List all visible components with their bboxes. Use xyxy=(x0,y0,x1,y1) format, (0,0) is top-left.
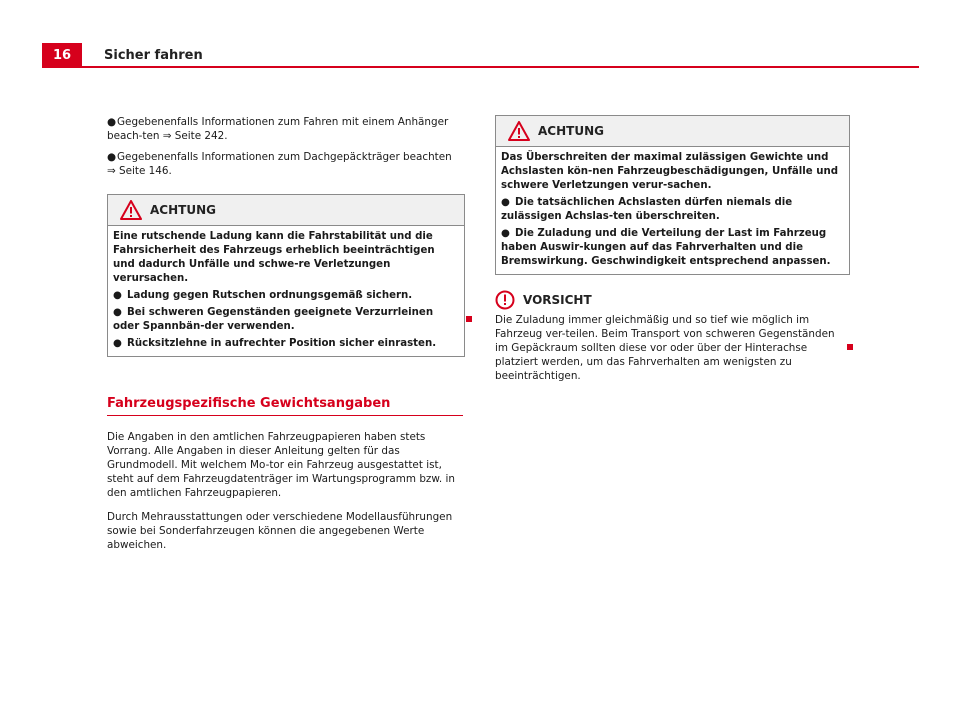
caution-circle-icon xyxy=(495,290,515,310)
warning-triangle-icon xyxy=(120,200,142,220)
list-item-text: Die tatsächlichen Achslasten dürfen niemals die zulässigen Achslas-ten überschreiten. xyxy=(501,197,793,222)
list-item: ● Bei schweren Gegenständen geeignete Verzurrleinen oder Spannbän-der verwenden. xyxy=(113,307,434,332)
achtung-header xyxy=(108,195,464,226)
list-item: ●Gegebenenfalls Informationen zum Dachgepäckträger beachten ⇒ Seite 146. xyxy=(107,151,452,177)
achtung-header xyxy=(496,116,849,147)
vorsicht-text: Die Zuladung immer gleichmäßig und so tief wie möglich im Fahrzeug ver-teilen. Beim Transport von schweren Gegenständen im Gepäckraum sollten diese vor oder über der Hinterachse platziert werden, um das Fahrverhalten am wenigsten zu beeinträchtigen. xyxy=(495,314,835,382)
warning-triangle-icon xyxy=(508,121,530,141)
achtung-intro: Das Überschreiten der maximal zulässigen Gewichte und Achslasten kön-nen Fahrzeugbeschädigungen, Unfälle und schwere Verletzungen verur-sachen. xyxy=(501,152,839,191)
achtung-body xyxy=(108,226,464,356)
section-title: Fahrzeugspezifische Gewichtsangaben xyxy=(107,396,391,411)
achtung-intro: Eine rutschende Ladung kann die Fahrstabilität und die Fahrsicherheit des Fahrzeugs erheblich beeinträchtigen und dadurch Unfälle und schwe-re Verletzungen verursachen. xyxy=(113,231,435,284)
vorsicht-header xyxy=(495,289,848,311)
achtung-box xyxy=(495,115,850,275)
end-marker xyxy=(466,316,472,322)
list-item-text: Ladung gegen Rutschen ordnungsgemäß sichern. xyxy=(127,290,413,301)
achtung-title: ACHTUNG xyxy=(538,124,604,138)
list-item: ● Die tatsächlichen Achslasten dürfen niemals die zulässigen Achslas-ten überschreiten. xyxy=(501,197,793,222)
vorsicht-title: VORSICHT xyxy=(523,293,592,307)
list-item-text: Rücksitzlehne in aufrechter Position sicher einrasten. xyxy=(127,338,437,349)
list-item-text: Gegebenenfalls Informationen zum Fahren mit einem Anhänger beach-ten ⇒ Seite 242. xyxy=(107,116,449,142)
end-marker xyxy=(847,344,853,350)
list-item: ● Ladung gegen Rutschen ordnungsgemäß sichern. xyxy=(113,290,413,301)
list-item: ● Die Zuladung und die Verteilung der Last im Fahrzeug haben Auswir-kungen auf das Fahrverhalten und die Bremswirkung. Geschwindigkeit entsprechend anpassen. xyxy=(501,228,831,267)
header-rule xyxy=(42,66,919,68)
left-column xyxy=(107,115,463,562)
paragraph: Durch Mehrausstattungen oder verschiedene Modellausführungen sowie bei Sonderfahrzeugen können die angegebenen Werte abweichen. xyxy=(107,511,453,551)
list-item: ●Gegebenenfalls Informationen zum Fahren mit einem Anhänger beach-ten ⇒ Seite 242. xyxy=(107,116,449,142)
right-column xyxy=(495,115,848,393)
achtung-title: ACHTUNG xyxy=(150,203,216,217)
page-title: Sicher fahren xyxy=(104,48,203,63)
achtung-box xyxy=(107,194,465,357)
list-item-text: Die Zuladung und die Verteilung der Last im Fahrzeug haben Auswir-kungen auf das Fahrverhalten und die Bremswirkung. Geschwindigkeit entsprechend anpassen. xyxy=(501,228,831,267)
paragraph: Die Angaben in den amtlichen Fahrzeugpapieren haben stets Vorrang. Alle Angaben in dieser Anleitung gelten für das Grundmodell. Mit welchem Mo-tor ein Fahrzeug ausgestattet ist, steht auf dem Fahrzeugdatenträger im Wartungsprogramm bzw. in den amtlichen Fahrzeugpapieren. xyxy=(107,431,455,499)
list-item-text: Gegebenenfalls Informationen zum Dachgepäckträger beachten ⇒ Seite 146. xyxy=(107,151,452,177)
achtung-body xyxy=(496,147,849,274)
list-item: ● Rücksitzlehne in aufrechter Position sicher einrasten. xyxy=(113,338,437,349)
list-item-text: Bei schweren Gegenständen geeignete Verzurrleinen oder Spannbän-der verwenden. xyxy=(113,307,434,332)
page-number: 16 xyxy=(42,43,82,67)
